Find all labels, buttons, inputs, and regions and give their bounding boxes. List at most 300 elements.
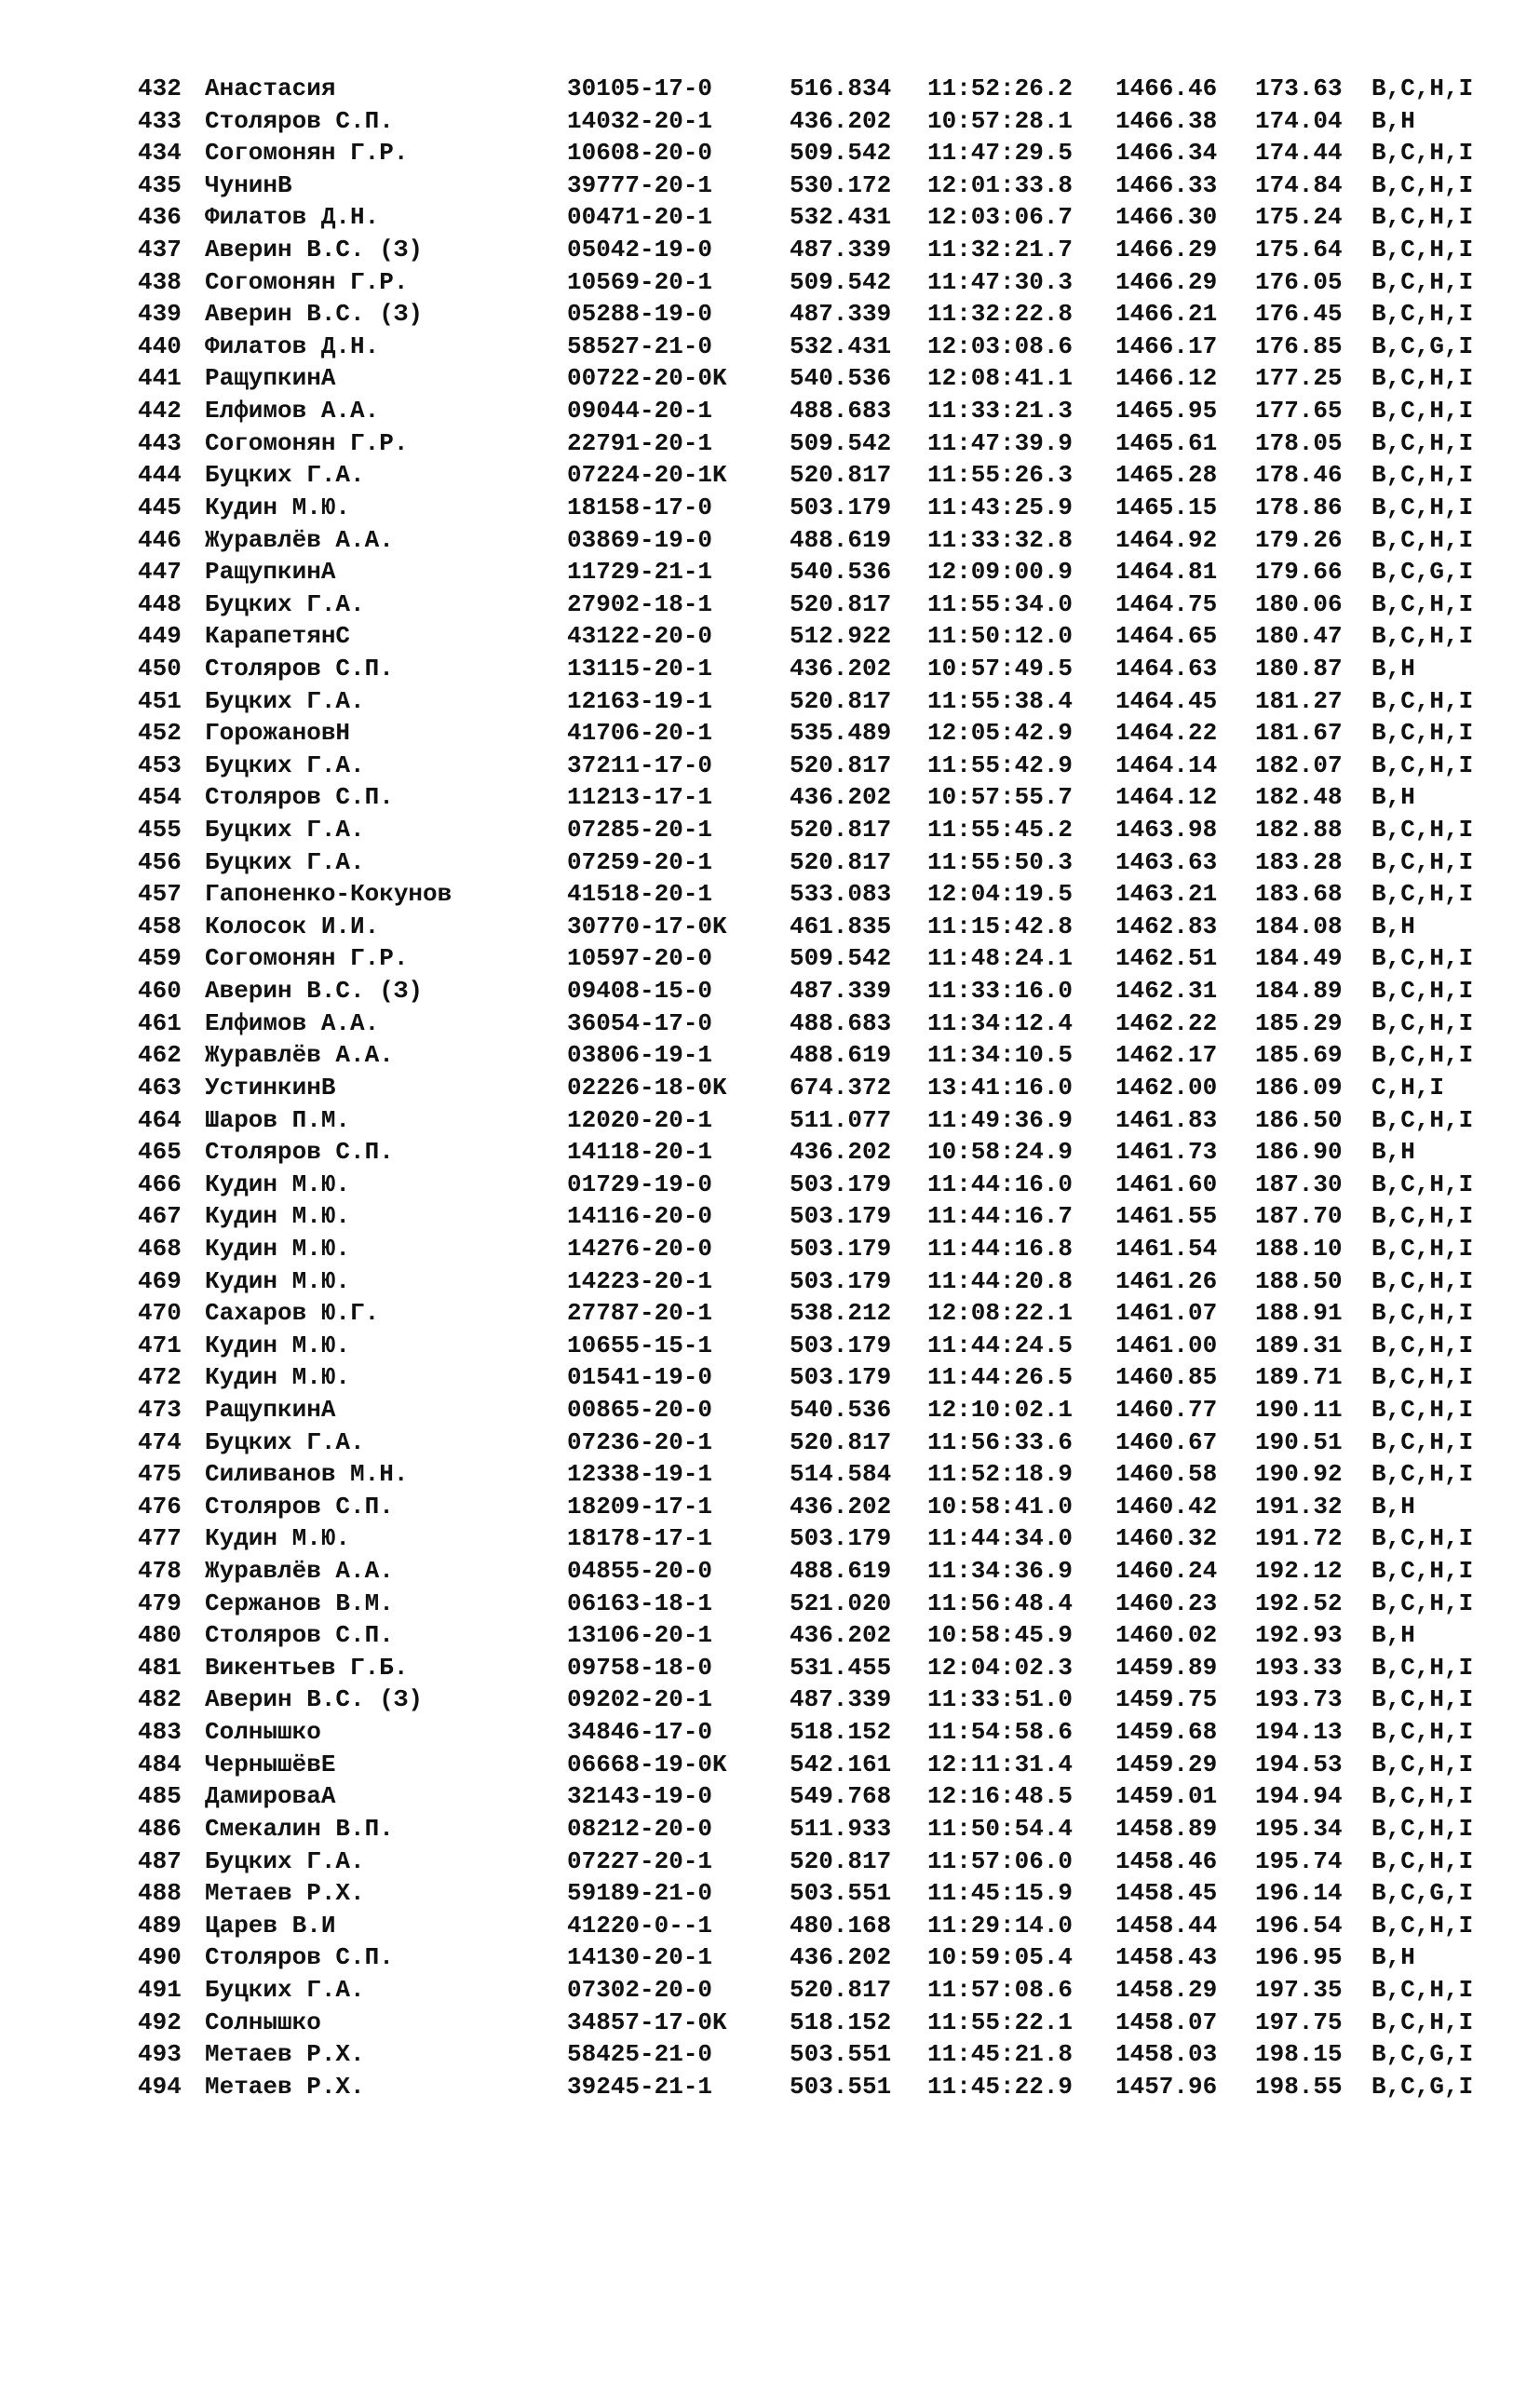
distance-value: 518.152 (790, 2008, 892, 2036)
record-id: 39777-20-1 (567, 170, 713, 199)
record-id: 14223-20-1 (567, 1266, 713, 1295)
deficit-value: 192.93 (1255, 1621, 1343, 1650)
row-number: 484 (138, 1750, 182, 1778)
time-value: 11:45:22.9 (927, 2072, 1074, 2101)
deficit-value: 186.09 (1255, 1073, 1343, 1102)
participant-name: Аверин В.С. (З) (205, 977, 424, 1006)
table-row (138, 2007, 1506, 2039)
distance-value: 509.542 (790, 944, 892, 973)
flags-value: B,C,H,I (1371, 1169, 1474, 1198)
speed-value: 1458.29 (1115, 1975, 1218, 2004)
row-number: 492 (138, 2008, 182, 2036)
deficit-value: 189.71 (1255, 1363, 1343, 1392)
row-number: 468 (138, 1234, 182, 1263)
speed-value: 1460.42 (1115, 1492, 1218, 1521)
deficit-value: 183.68 (1255, 880, 1343, 909)
table-row (138, 1780, 1506, 1813)
deficit-value: 181.67 (1255, 719, 1343, 748)
time-value: 12:01:33.8 (927, 170, 1074, 199)
speed-value: 1460.24 (1115, 1557, 1218, 1586)
deficit-value: 198.55 (1255, 2072, 1343, 2101)
record-id: 18158-17-0 (567, 493, 713, 521)
table-row (138, 1233, 1506, 1265)
speed-value: 1466.12 (1115, 364, 1218, 393)
participant-name: Кудин М.Ю. (205, 1363, 351, 1392)
distance-value: 503.551 (790, 2072, 892, 2101)
time-value: 11:55:26.3 (927, 461, 1074, 490)
record-id: 02226-18-0K (567, 1073, 727, 1102)
row-number: 463 (138, 1073, 182, 1102)
distance-value: 540.536 (790, 558, 892, 587)
speed-value: 1461.73 (1115, 1138, 1218, 1167)
table-row (138, 1297, 1506, 1330)
participant-name: Кудин М.Ю. (205, 1524, 351, 1553)
flags-value: B,C,H,I (1371, 1814, 1474, 1843)
distance-value: 521.020 (790, 1589, 892, 1617)
distance-value: 503.179 (790, 493, 892, 521)
deficit-value: 183.28 (1255, 847, 1343, 876)
speed-value: 1459.89 (1115, 1653, 1218, 1682)
participant-name: Кудин М.Ю. (205, 1202, 351, 1231)
row-number: 473 (138, 1395, 182, 1424)
deficit-value: 177.65 (1255, 397, 1343, 426)
participant-name: Столяров С.П. (205, 1492, 394, 1521)
record-id: 07285-20-1 (567, 816, 713, 845)
time-value: 11:57:06.0 (927, 1846, 1074, 1875)
speed-value: 1462.83 (1115, 912, 1218, 940)
table-row (138, 2071, 1506, 2103)
record-id: 58425-21-0 (567, 2040, 713, 2069)
table-row (138, 524, 1506, 557)
row-number: 471 (138, 1331, 182, 1359)
table-row (138, 717, 1506, 750)
time-value: 11:55:42.9 (927, 750, 1074, 779)
table-row (138, 1104, 1506, 1137)
table-row (138, 492, 1506, 524)
participant-name: Буцких Г.А. (205, 1846, 365, 1875)
deficit-value: 188.91 (1255, 1299, 1343, 1328)
time-value: 13:41:16.0 (927, 1073, 1074, 1102)
speed-value: 1462.17 (1115, 1041, 1218, 1070)
speed-value: 1459.68 (1115, 1718, 1218, 1747)
row-number: 442 (138, 397, 182, 426)
distance-value: 538.212 (790, 1299, 892, 1328)
flags-value: B,C,H,I (1371, 622, 1474, 651)
table-row (138, 588, 1506, 621)
speed-value: 1460.32 (1115, 1524, 1218, 1553)
distance-value: 503.551 (790, 1879, 892, 1908)
speed-value: 1462.51 (1115, 944, 1218, 973)
table-row (138, 975, 1506, 1007)
record-id: 09758-18-0 (567, 1653, 713, 1682)
distance-value: 503.179 (790, 1331, 892, 1359)
flags-value: B,C,H,I (1371, 525, 1474, 554)
table-row (138, 1039, 1506, 1072)
deficit-value: 189.31 (1255, 1331, 1343, 1359)
row-number: 487 (138, 1846, 182, 1875)
distance-value: 520.817 (790, 1427, 892, 1456)
time-value: 11:33:32.8 (927, 525, 1074, 554)
record-id: 01729-19-0 (567, 1169, 713, 1198)
deficit-value: 176.85 (1255, 331, 1343, 360)
time-value: 10:58:41.0 (927, 1492, 1074, 1521)
participant-name: Метаев Р.Х. (205, 2072, 365, 2101)
table-row (138, 73, 1506, 105)
record-id: 37211-17-0 (567, 750, 713, 779)
participant-name: Столяров С.П. (205, 1621, 394, 1650)
row-number: 455 (138, 816, 182, 845)
flags-value: B,C,H,I (1371, 944, 1474, 973)
record-id: 14276-20-0 (567, 1234, 713, 1263)
time-value: 12:08:22.1 (927, 1299, 1074, 1328)
distance-value: 487.339 (790, 236, 892, 264)
participant-name: УстинкинВ (205, 1073, 336, 1102)
flags-value: B,C,H,I (1371, 1911, 1474, 1940)
participant-name: Столяров С.П. (205, 106, 394, 135)
flags-value: B,C,H,I (1371, 1685, 1474, 1714)
flags-value: B,C,H,I (1371, 461, 1474, 490)
table-row (138, 1555, 1506, 1588)
speed-value: 1466.29 (1115, 236, 1218, 264)
distance-value: 520.817 (790, 750, 892, 779)
distance-value: 461.835 (790, 912, 892, 940)
table-row (138, 1845, 1506, 1878)
record-id: 03869-19-0 (567, 525, 713, 554)
time-value: 11:44:16.7 (927, 1202, 1074, 1231)
deficit-value: 173.63 (1255, 74, 1343, 102)
flags-value: B,C,H,I (1371, 1653, 1474, 1682)
participant-name: Гапоненко-Кокунов (205, 880, 453, 909)
flags-value: B,C,H,I (1371, 428, 1474, 457)
flags-value: B,C,H,I (1371, 1782, 1474, 1811)
record-id: 30770-17-0K (567, 912, 727, 940)
speed-value: 1459.29 (1115, 1750, 1218, 1778)
row-number: 454 (138, 783, 182, 812)
time-value: 10:58:45.9 (927, 1621, 1074, 1650)
table-row (138, 1426, 1506, 1459)
flags-value: B,H (1371, 1492, 1415, 1521)
participant-name: Филатов Д.Н. (205, 331, 380, 360)
speed-value: 1460.77 (1115, 1395, 1218, 1424)
record-id: 00471-20-1 (567, 203, 713, 232)
deficit-value: 192.12 (1255, 1557, 1343, 1586)
distance-value: 436.202 (790, 1943, 892, 1972)
speed-value: 1465.15 (1115, 493, 1218, 521)
deficit-value: 194.13 (1255, 1718, 1343, 1747)
speed-value: 1458.07 (1115, 2008, 1218, 2036)
row-number: 476 (138, 1492, 182, 1521)
distance-value: 516.834 (790, 74, 892, 102)
record-id: 27787-20-1 (567, 1299, 713, 1328)
distance-value: 520.817 (790, 847, 892, 876)
record-id: 36054-17-0 (567, 1008, 713, 1037)
deficit-value: 194.53 (1255, 1750, 1343, 1778)
record-id: 27902-18-1 (567, 589, 713, 618)
table-row (138, 1749, 1506, 1781)
deficit-value: 195.74 (1255, 1846, 1343, 1875)
row-number: 446 (138, 525, 182, 554)
time-value: 11:33:51.0 (927, 1685, 1074, 1714)
table-row (138, 1169, 1506, 1201)
speed-value: 1464.65 (1115, 622, 1218, 651)
distance-value: 520.817 (790, 1846, 892, 1875)
deficit-value: 184.49 (1255, 944, 1343, 973)
speed-value: 1458.43 (1115, 1943, 1218, 1972)
flags-value: B,C,H,I (1371, 397, 1474, 426)
row-number: 489 (138, 1911, 182, 1940)
deficit-value: 196.95 (1255, 1943, 1343, 1972)
table-row (138, 362, 1506, 395)
row-number: 445 (138, 493, 182, 521)
distance-value: 509.542 (790, 139, 892, 168)
flags-value: B,C,H,I (1371, 750, 1474, 779)
record-id: 12020-20-1 (567, 1105, 713, 1134)
deficit-value: 182.48 (1255, 783, 1343, 812)
row-number: 444 (138, 461, 182, 490)
time-value: 12:05:42.9 (927, 719, 1074, 748)
time-value: 11:44:34.0 (927, 1524, 1074, 1553)
time-value: 11:55:22.1 (927, 2008, 1074, 2036)
distance-value: 488.619 (790, 525, 892, 554)
speed-value: 1466.34 (1115, 139, 1218, 168)
table-row (138, 1652, 1506, 1684)
row-number: 470 (138, 1299, 182, 1328)
row-number: 464 (138, 1105, 182, 1134)
record-id: 59189-21-0 (567, 1879, 713, 1908)
row-number: 449 (138, 622, 182, 651)
record-id: 43122-20-0 (567, 622, 713, 651)
distance-value: 503.551 (790, 2040, 892, 2069)
time-value: 10:59:05.4 (927, 1943, 1074, 1972)
speed-value: 1458.89 (1115, 1814, 1218, 1843)
deficit-value: 178.05 (1255, 428, 1343, 457)
deficit-value: 187.30 (1255, 1169, 1343, 1198)
deficit-value: 174.44 (1255, 139, 1343, 168)
speed-value: 1460.67 (1115, 1427, 1218, 1456)
participant-name: Кудин М.Ю. (205, 1266, 351, 1295)
time-value: 12:08:41.1 (927, 364, 1074, 393)
record-id: 39245-21-1 (567, 2072, 713, 2101)
speed-value: 1464.92 (1115, 525, 1218, 554)
deficit-value: 197.75 (1255, 2008, 1343, 2036)
time-value: 11:15:42.8 (927, 912, 1074, 940)
table-row (138, 1394, 1506, 1426)
time-value: 11:55:34.0 (927, 589, 1074, 618)
row-number: 451 (138, 686, 182, 715)
time-value: 11:47:39.9 (927, 428, 1074, 457)
record-id: 13115-20-1 (567, 654, 713, 683)
deficit-value: 198.15 (1255, 2040, 1343, 2069)
speed-value: 1466.33 (1115, 170, 1218, 199)
deficit-value: 180.47 (1255, 622, 1343, 651)
participant-name: Анастасия (205, 74, 336, 102)
record-id: 07224-20-1K (567, 461, 727, 490)
deficit-value: 188.50 (1255, 1266, 1343, 1295)
row-number: 456 (138, 847, 182, 876)
table-row (138, 1330, 1506, 1362)
row-number: 443 (138, 428, 182, 457)
flags-value: B,C,H,I (1371, 170, 1474, 199)
flags-value: B,C,G,I (1371, 2072, 1474, 2101)
speed-value: 1462.00 (1115, 1073, 1218, 1102)
participant-name: Буцких Г.А. (205, 461, 365, 490)
time-value: 11:49:36.9 (927, 1105, 1074, 1134)
record-id: 07227-20-1 (567, 1846, 713, 1875)
record-id: 07236-20-1 (567, 1427, 713, 1456)
distance-value: 520.817 (790, 589, 892, 618)
participant-name: РащупкинА (205, 364, 336, 393)
record-id: 14130-20-1 (567, 1943, 713, 1972)
flags-value: B,C,H,I (1371, 1331, 1474, 1359)
distance-value: 487.339 (790, 1685, 892, 1714)
flags-value: B,C,H,I (1371, 493, 1474, 521)
record-id: 34857-17-0K (567, 2008, 727, 2036)
speed-value: 1458.46 (1115, 1846, 1218, 1875)
row-number: 432 (138, 74, 182, 102)
distance-value: 511.933 (790, 1814, 892, 1843)
record-id: 11729-21-1 (567, 558, 713, 587)
participant-name: Метаев Р.Х. (205, 1879, 365, 1908)
distance-value: 511.077 (790, 1105, 892, 1134)
row-number: 474 (138, 1427, 182, 1456)
flags-value: B,C,H,I (1371, 1846, 1474, 1875)
participant-name: Смекалин В.П. (205, 1814, 394, 1843)
table-row (138, 1361, 1506, 1394)
table-row (138, 1877, 1506, 1910)
deficit-value: 178.86 (1255, 493, 1343, 521)
flags-value: B,H (1371, 912, 1415, 940)
table-row (138, 1941, 1506, 1974)
deficit-value: 191.32 (1255, 1492, 1343, 1521)
table-row (138, 942, 1506, 975)
row-number: 477 (138, 1524, 182, 1553)
table-row (138, 556, 1506, 588)
participant-name: Столяров С.П. (205, 1138, 394, 1167)
row-number: 437 (138, 236, 182, 264)
record-id: 14032-20-1 (567, 106, 713, 135)
deficit-value: 185.29 (1255, 1008, 1343, 1037)
record-id: 03806-19-1 (567, 1041, 713, 1070)
participant-name: Аверин В.С. (З) (205, 236, 424, 264)
table-row (138, 427, 1506, 460)
row-number: 457 (138, 880, 182, 909)
row-number: 469 (138, 1266, 182, 1295)
record-id: 01541-19-0 (567, 1363, 713, 1392)
row-number: 435 (138, 170, 182, 199)
time-value: 10:57:49.5 (927, 654, 1074, 683)
flags-value: B,C,H,I (1371, 300, 1474, 329)
deficit-value: 184.89 (1255, 977, 1343, 1006)
deficit-value: 192.52 (1255, 1589, 1343, 1617)
distance-value: 436.202 (790, 783, 892, 812)
table-row (138, 169, 1506, 202)
row-number: 458 (138, 912, 182, 940)
time-value: 11:56:48.4 (927, 1589, 1074, 1617)
time-value: 10:57:28.1 (927, 106, 1074, 135)
record-id: 07259-20-1 (567, 847, 713, 876)
participant-name: Буцких Г.А. (205, 1975, 365, 2004)
record-id: 06668-19-0K (567, 1750, 727, 1778)
time-value: 11:52:18.9 (927, 1460, 1074, 1489)
distance-value: 549.768 (790, 1782, 892, 1811)
table-row (138, 1491, 1506, 1523)
table-row (138, 750, 1506, 782)
participant-name: КарапетянС (205, 622, 351, 651)
participant-name: Кудин М.Ю. (205, 493, 351, 521)
record-id: 18209-17-1 (567, 1492, 713, 1521)
record-id: 06163-18-1 (567, 1589, 713, 1617)
flags-value: B,C,H,I (1371, 74, 1474, 102)
table-row (138, 1522, 1506, 1555)
row-number: 439 (138, 300, 182, 329)
speed-value: 1461.55 (1115, 1202, 1218, 1231)
speed-value: 1464.75 (1115, 589, 1218, 618)
distance-value: 520.817 (790, 461, 892, 490)
flags-value: B,C,H,I (1371, 1975, 1474, 2004)
distance-value: 532.431 (790, 331, 892, 360)
deficit-value: 184.08 (1255, 912, 1343, 940)
table-row (138, 459, 1506, 492)
flags-value: B,H (1371, 1943, 1415, 1972)
participant-name: Столяров С.П. (205, 783, 394, 812)
record-id: 30105-17-0 (567, 74, 713, 102)
row-number: 434 (138, 139, 182, 168)
table-row (138, 781, 1506, 814)
speed-value: 1458.45 (1115, 1879, 1218, 1908)
table-row (138, 1716, 1506, 1749)
distance-value: 512.922 (790, 622, 892, 651)
row-number: 467 (138, 1202, 182, 1231)
speed-value: 1466.17 (1115, 331, 1218, 360)
flags-value: B,C,H,I (1371, 589, 1474, 618)
table-row (138, 685, 1506, 718)
flags-value: B,C,H,I (1371, 1008, 1474, 1037)
flags-value: B,C,H,I (1371, 139, 1474, 168)
speed-value: 1462.22 (1115, 1008, 1218, 1037)
participant-name: Буцких Г.А. (205, 686, 365, 715)
speed-value: 1463.63 (1115, 847, 1218, 876)
time-value: 11:52:26.2 (927, 74, 1074, 102)
row-number: 440 (138, 331, 182, 360)
deficit-value: 188.10 (1255, 1234, 1343, 1263)
time-value: 11:47:30.3 (927, 267, 1074, 296)
time-value: 11:34:36.9 (927, 1557, 1074, 1586)
flags-value: B,C,H,I (1371, 880, 1474, 909)
distance-value: 520.817 (790, 686, 892, 715)
row-number: 475 (138, 1460, 182, 1489)
table-row (138, 1619, 1506, 1652)
row-number: 453 (138, 750, 182, 779)
distance-value: 542.161 (790, 1750, 892, 1778)
record-id: 00722-20-0K (567, 364, 727, 393)
time-value: 11:29:14.0 (927, 1911, 1074, 1940)
record-id: 10608-20-0 (567, 139, 713, 168)
record-id: 09044-20-1 (567, 397, 713, 426)
participant-name: Сержанов В.М. (205, 1589, 394, 1617)
time-value: 11:56:33.6 (927, 1427, 1074, 1456)
speed-value: 1465.28 (1115, 461, 1218, 490)
flags-value: B,C,H,I (1371, 1234, 1474, 1263)
time-value: 10:57:55.7 (927, 783, 1074, 812)
distance-value: 480.168 (790, 1911, 892, 1940)
deficit-value: 190.51 (1255, 1427, 1343, 1456)
participant-name: Согомонян Г.Р. (205, 428, 409, 457)
deficit-value: 180.87 (1255, 654, 1343, 683)
speed-value: 1466.38 (1115, 106, 1218, 135)
table-row (138, 1813, 1506, 1845)
speed-value: 1457.96 (1115, 2072, 1218, 2101)
record-id: 12338-19-1 (567, 1460, 713, 1489)
